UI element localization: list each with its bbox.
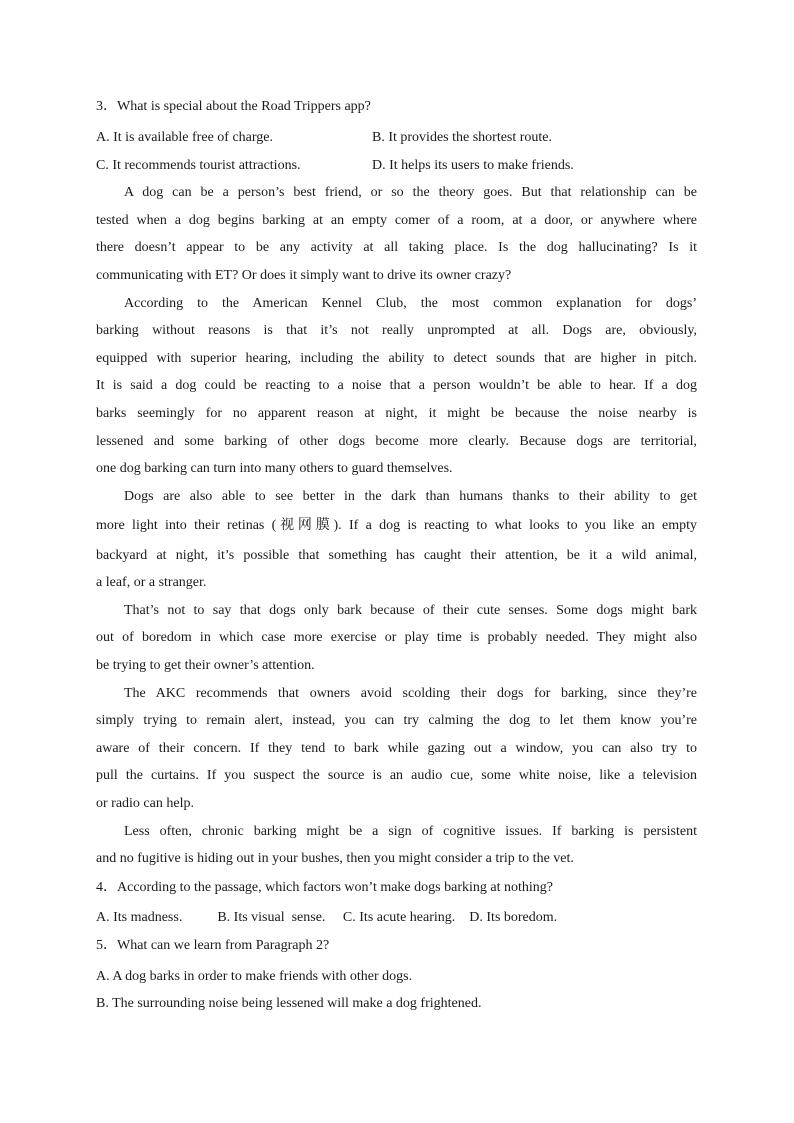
paragraph-1-line: communicating with ET? Or does it simply want to drive its owner crazy? [96, 268, 512, 283]
paragraph-2-line: It is said a dog could be reacting to a noise that a person wouldn’t be able to hear. If a dog [96, 378, 697, 393]
paragraph-3-line: a leaf, or a stranger. [96, 575, 207, 590]
paragraph-5-line: simply trying to remain alert, instead, you can try calming the dog to let them know you’re [96, 713, 697, 728]
paragraph-2-line: barks seemingly for no apparent reason at night, it might be because the noise nearby is [96, 406, 697, 421]
question-5-option-a: A. A dog barks in order to make friends with other dogs. [96, 969, 413, 984]
paragraph-5-line: The AKC recommends that owners avoid scolding their dogs for barking, since they’re [124, 686, 697, 701]
paragraph-4-line: out of boredom in which case more exercise or play time is probably needed. They might also [96, 630, 697, 645]
paragraph-3-line: Dogs are also able to see better in the dark than humans thanks to their ability to get [124, 489, 697, 504]
question-3-stem: 3．What is special about the Road Trippers app? [96, 99, 371, 114]
paragraph-5-line: pull the curtains. If you suspect the source is an audio cue, some white noise, like a television [96, 768, 697, 783]
paragraph-6-line: Less often, chronic barking might be a sign of cognitive issues. If barking is persistent [124, 824, 697, 839]
paragraph-1-line: tested when a dog begins barking at an empty comer of a room, at a door, or anywhere where [96, 213, 697, 228]
paragraph-2-line: one dog barking can turn into many others to guard themselves. [96, 461, 453, 476]
paragraph-4-line: be trying to get their owner’s attention. [96, 658, 315, 673]
paragraph-5-line: aware of their concern. If they tend to bark while gazing out a window, you can also try to [96, 741, 697, 756]
question-3-option-a: A. It is available free of charge. [96, 130, 273, 145]
question-4-options: A. Its madness. B. Its visual sense. C. Its acute hearing. D. Its boredom. [96, 910, 558, 925]
question-5-stem: 5．What can we learn from Paragraph 2? [96, 938, 330, 953]
question-3-option-d: D. It helps its users to make friends. [372, 158, 574, 173]
question-4-stem: 4．According to the passage, which factors won’t make dogs barking at nothing? [96, 880, 553, 895]
paragraph-2-line: equipped with superior hearing, including the ability to detect sounds that are higher in pitch. [96, 351, 697, 366]
paragraph-1-line: A dog can be a person’s best friend, or so the theory goes. But that relationship can be [124, 185, 697, 200]
paragraph-2-line: lessened and some barking of other dogs become more clearly. Because dogs are territorial, [96, 434, 697, 449]
question-3-option-c: C. It recommends tourist attractions. [96, 158, 301, 173]
paragraph-3-line: backyard at night, it’s possible that something has caught their attention, be it a wild animal, [96, 548, 697, 563]
paragraph-3-line: more light into their retinas (视网膜). If a dog is reacting to what looks to you like an empty [96, 518, 697, 533]
paragraph-6-line: and no fugitive is hiding out in your bushes, then you might consider a trip to the vet. [96, 851, 574, 866]
question-3-option-b: B. It provides the shortest route. [372, 130, 553, 145]
question-5-option-b: B. The surrounding noise being lessened will make a dog frightened. [96, 996, 482, 1011]
paragraph-4-line: That’s not to say that dogs only bark because of their cute senses. Some dogs might bark [124, 603, 697, 618]
paragraph-2-line: barking without reasons is that it’s not really unprompted at all. Dogs are, obviously, [96, 323, 697, 338]
paragraph-2-line: According to the American Kennel Club, the most common explanation for dogs’ [124, 296, 697, 311]
paragraph-5-line: or radio can help. [96, 796, 194, 811]
paragraph-1-line: there doesn’t appear to be any activity at all taking place. Is the dog hallucinating? Is it [96, 240, 697, 255]
